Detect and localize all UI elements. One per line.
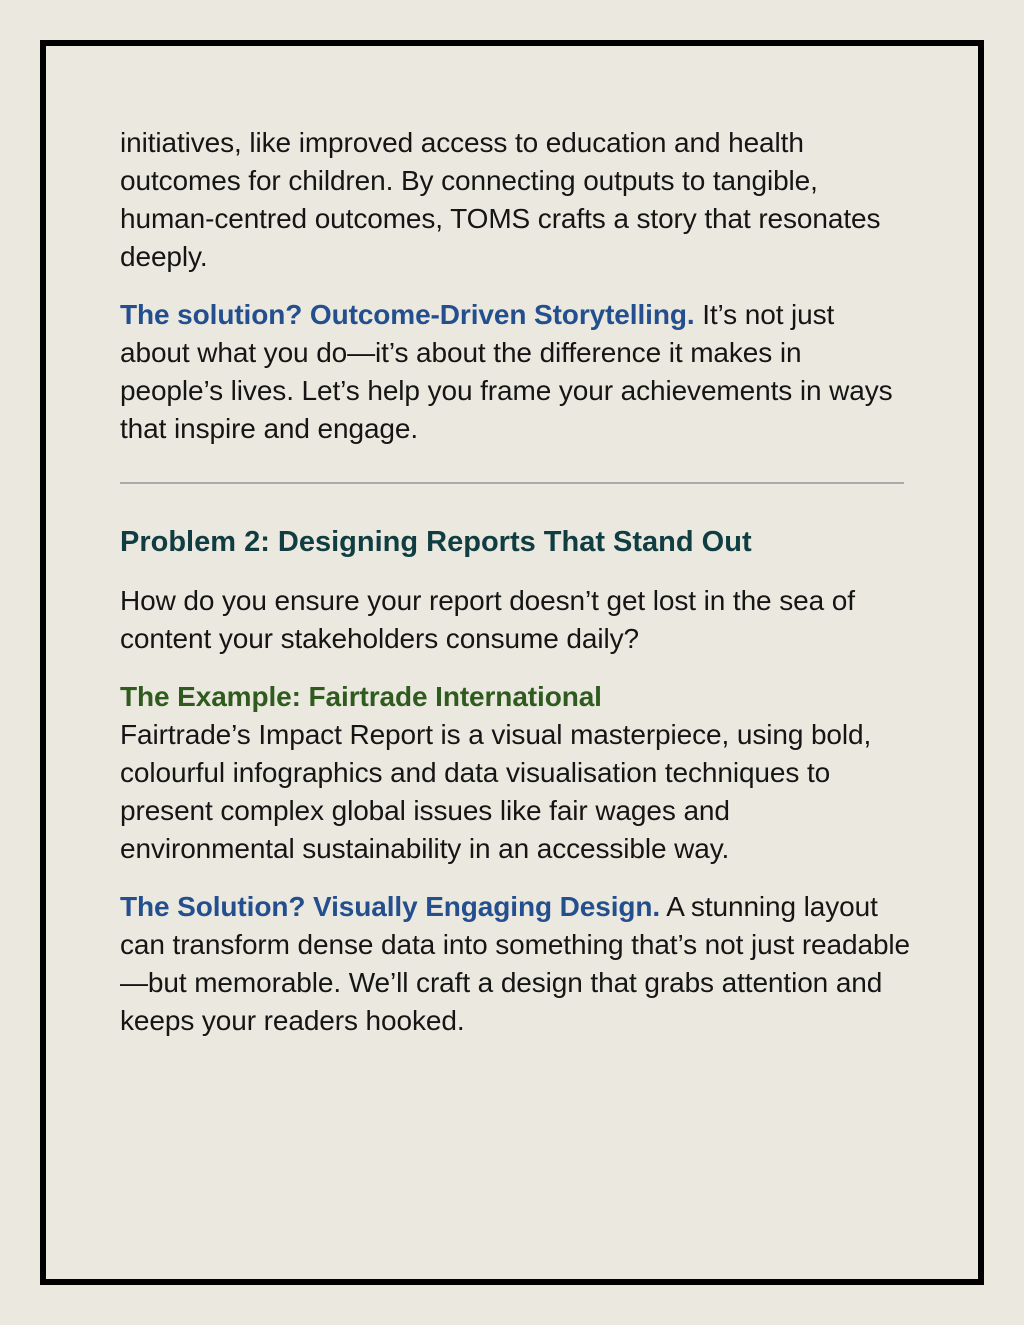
solution-body-1: It’s not just about what you do—it’s about the difference it makes in people’s lives. Let’s help you frame your achievements in ways that inspire and engage. — [120, 299, 893, 444]
example-body: Fairtrade’s Impact Report is a visual masterpiece, using bold, colourful infographics and data visualisation techniques to present complex global issues like fair wages and environmental sustainability in an accessible way. — [120, 719, 872, 864]
solution-lead-1: The solution? Outcome-Driven Storytelling. — [120, 299, 695, 330]
document-body — [120, 124, 910, 1040]
intro-paragraph: initiatives, like improved access to education and health outcomes for children. By connecting outputs to tangible, human-centred outcomes, TOMS crafts a story that resonates deeply. — [120, 127, 881, 272]
problem-2-heading: Problem 2: Designing Reports That Stand Out — [120, 526, 752, 558]
example-paragraph — [120, 678, 910, 868]
section-divider — [120, 482, 904, 484]
solution-paragraph-2 — [120, 888, 910, 1040]
solution-body-2: A stunning layout can transform dense data into something that’s not just readable—but memorable. We’ll craft a design that grabs attention and keeps your readers hooked. — [120, 891, 911, 1036]
solution-lead-2: The Solution? Visually Engaging Design. — [120, 891, 661, 922]
solution-paragraph-1 — [120, 296, 910, 448]
page-frame — [40, 40, 984, 1285]
example-title: The Example: Fairtrade International — [120, 681, 602, 712]
problem-2-question: How do you ensure your report doesn’t get lost in the sea of content your stakeholders consume daily? — [120, 585, 855, 654]
